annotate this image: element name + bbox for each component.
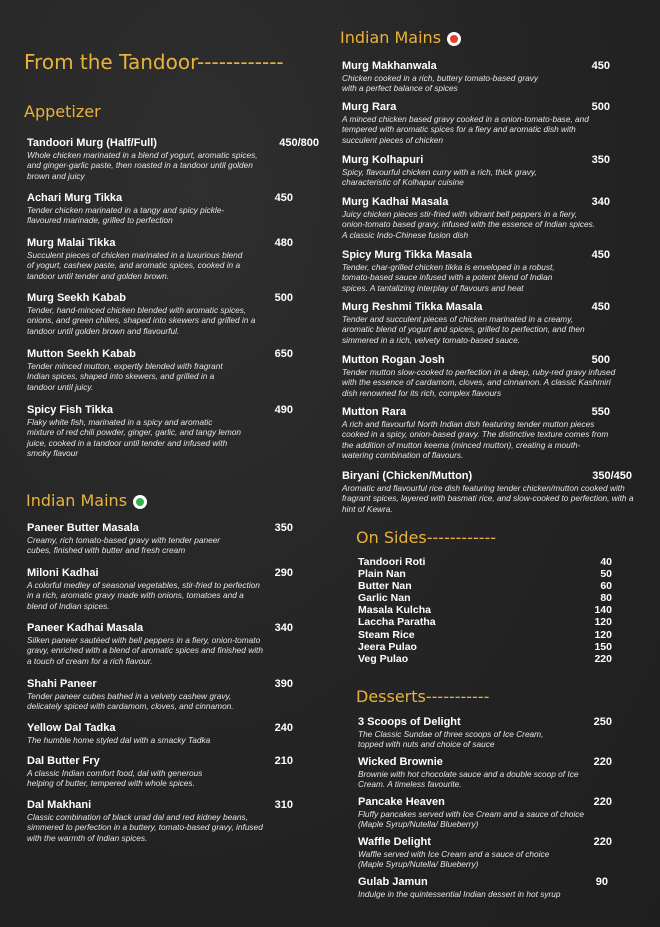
item-description: Tender minced mutton, expertly blended with fragrant Indian spices, shaped into skewers, and grilled in a tandoor until juicy.: [27, 361, 223, 392]
side-name: Plain Nan: [358, 568, 406, 581]
menu-item: [342, 301, 610, 345]
side-price: 220: [594, 652, 612, 665]
veg-mains-title-text: Indian Mains: [26, 491, 128, 510]
side-item: [358, 604, 612, 616]
item-name: Paneer Kadhai Masala: [27, 622, 144, 634]
item-name: Waffle Delight: [358, 836, 431, 848]
veg-icon: [133, 495, 147, 509]
menu-item: [27, 722, 293, 745]
side-name: Butter Nan: [358, 580, 412, 593]
item-description: A rich and flavourful North Indian dish featuring tender mutton pieces cooked in a spicy, onion-based gravy. The distinctive texture comes from the addition of mutton keema (minced mutton), creating a mouth-watering combination of flavours.: [342, 419, 609, 461]
item-name: Dal Butter Fry: [27, 755, 100, 767]
sides-title: On Sides------------: [356, 528, 497, 547]
menu-item: [358, 876, 608, 899]
side-price: 120: [594, 616, 612, 629]
side-price: 140: [594, 604, 612, 617]
item-name: Murg Kolhapuri: [342, 154, 424, 166]
item-name: Murg Makhanwala: [342, 60, 437, 72]
item-name: Murg Rara: [342, 101, 397, 113]
side-price: 120: [594, 628, 612, 641]
nonveg-mains-title: [340, 28, 461, 47]
item-price: 450/800: [279, 137, 319, 149]
side-item: [358, 629, 612, 641]
item-name: Shahi Paneer: [27, 678, 97, 690]
side-price: 80: [600, 592, 612, 605]
side-item: [358, 616, 612, 628]
menu-item: [27, 755, 293, 789]
menu-item: [342, 60, 610, 94]
item-description: A minced chicken based gravy cooked in a onion-tomato-base, and tempered with aromatic spices for a fiery and aromatic dish with succulent pieces of chicken: [342, 114, 589, 145]
item-name: Dal Makhani: [27, 799, 92, 811]
side-name: Steam Rice: [358, 628, 415, 641]
item-price: 500: [591, 354, 610, 366]
item-description: Brownie with hot chocolate sauce and a double scoop of Ice Cream. A timeless favourite.: [358, 769, 579, 790]
item-description: The humble home styled dal with a smacky Tadka: [27, 735, 211, 745]
menu-item: [27, 678, 293, 712]
side-name: Masala Kulcha: [358, 604, 431, 617]
menu-item: [27, 292, 293, 336]
item-price: 250: [593, 716, 612, 728]
menu-item: [358, 796, 612, 830]
item-price: 350/450: [592, 470, 632, 482]
menu-item: [27, 799, 293, 843]
sides-list: [358, 556, 612, 665]
item-name: Biryani (Chicken/Mutton): [342, 470, 473, 482]
item-description: Classic combination of black urad dal and red kidney beans, simmered to perfection in a buttery, tomato-based gravy, infused with the warmth of Indian spices.: [27, 812, 263, 843]
side-name: Jeera Pulao: [358, 640, 417, 653]
menu-item: [27, 567, 293, 611]
item-description: Juicy chicken pieces stir-fried with vibrant bell peppers in a fiery, onion-tomato based gravy, infused with the essence of Indian spices. A classic Indo-Chinese fusion dish: [342, 209, 596, 240]
item-name: Mutton Rara: [342, 406, 407, 418]
item-name: Yellow Dal Tadka: [27, 722, 116, 734]
menu-item: [342, 196, 610, 240]
item-description: Waffle served with Ice Cream and a sauce of choice (Maple Syrup/Nutella/ Blueberry): [358, 849, 550, 870]
item-price: 220: [593, 836, 612, 848]
menu-item: [342, 470, 632, 514]
item-description: Flaky white fish, marinated in a spicy and aromatic mixture of red chili powder, ginger, garlic, and tangy lemon juice, cooked in a tandoor until tender and infused with smoky flavour: [27, 417, 241, 459]
menu-item: [27, 192, 293, 226]
item-name: 3 Scoops of Delight: [358, 716, 461, 728]
item-price: 340: [274, 622, 293, 634]
menu-item: [27, 348, 293, 392]
menu-item: [27, 522, 293, 556]
nonveg-mains-title-text: Indian Mains: [340, 28, 442, 47]
menu-item: [342, 354, 616, 398]
side-name: Tandoori Roti: [358, 556, 426, 568]
menu-item: [27, 237, 293, 281]
item-price: 480: [274, 237, 293, 249]
side-item: [358, 653, 612, 665]
item-name: Paneer Butter Masala: [27, 522, 139, 534]
item-name: Mutton Seekh Kabab: [27, 348, 136, 360]
item-description: Spicy, flavourful chicken curry with a rich, thick gravy, characteristic of Kolhapur cuisine: [342, 167, 537, 188]
menu-item: [342, 406, 610, 461]
item-name: Spicy Murg Tikka Masala: [342, 249, 473, 261]
item-name: Spicy Fish Tikka: [27, 404, 114, 416]
side-price: 150: [594, 640, 612, 653]
side-item: [358, 592, 612, 604]
menu-item: [27, 137, 319, 181]
item-description: A colorful medley of seasonal vegetables, stir-fried to perfection in a rich, aromatic gravy made with onions, tomatoes and a blend of Indian spices.: [27, 580, 260, 611]
item-price: 550: [591, 406, 610, 418]
side-name: Garlic Nan: [358, 592, 411, 605]
item-description: Chicken cooked in a rich, buttery tomato-based gravy with a perfect balance of spices: [342, 73, 538, 94]
item-price: 390: [274, 678, 293, 690]
veg-mains-title: [26, 491, 147, 510]
item-price: 650: [274, 348, 293, 360]
item-price: 220: [593, 796, 612, 808]
item-description: Aromatic and flavourful rice dish featuring tender chicken/mutton cooked with fragrant spices, layered with basmati rice, and slow-cooked to perfection, with a hint of Kewra.: [342, 483, 634, 514]
menu-item: [342, 101, 610, 145]
item-price: 450: [591, 60, 610, 72]
item-price: 450: [591, 301, 610, 313]
item-name: Achari Murg Tikka: [27, 192, 123, 204]
item-name: Miloni Kadhai: [27, 567, 99, 579]
side-item: [358, 641, 612, 653]
side-item: [358, 568, 612, 580]
item-price: 290: [274, 567, 293, 579]
menu-item: [27, 622, 293, 666]
side-name: Laccha Paratha: [358, 616, 436, 629]
side-price: 40: [600, 556, 612, 568]
menu-item: [358, 756, 612, 790]
menu-item: [27, 404, 293, 459]
appetizer-subtitle: Appetizer: [24, 102, 101, 121]
item-description: Tender chicken marinated in a tangy and spicy pickle-flavoured marinade, grilled to perfection: [27, 205, 225, 226]
item-price: 340: [591, 196, 610, 208]
item-name: Murg Reshmi Tikka Masala: [342, 301, 483, 313]
side-item: [358, 580, 612, 592]
item-price: 210: [274, 755, 293, 767]
item-description: Whole chicken marinated in a blend of yogurt, aromatic spices, and ginger-garlic paste, then roasted in a tandoor until golden brown and juicy: [27, 150, 258, 181]
item-name: Wicked Brownie: [358, 756, 443, 768]
item-name: Pancake Heaven: [358, 796, 445, 808]
item-description: Silken paneer sautéed with bell peppers in a fiery, onion-tomato gravy, enriched with a blend of aromatic spices and finished with a touch of cream for a rich flavour.: [27, 635, 263, 666]
side-price: 50: [600, 568, 612, 581]
item-price: 500: [591, 101, 610, 113]
item-name: Mutton Rogan Josh: [342, 354, 445, 366]
side-name: Veg Pulao: [358, 652, 409, 665]
menu-item: [358, 836, 612, 870]
item-name: Tandoori Murg (Half/Full): [27, 137, 157, 149]
item-name: Murg Malai Tikka: [27, 237, 116, 249]
item-price: 500: [274, 292, 293, 304]
item-description: Fluffy pancakes served with Ice Cream and a sauce of choice (Maple Syrup/Nutella/ Blueberry): [358, 809, 584, 830]
menu-item: [342, 154, 610, 188]
menu-item: [342, 249, 610, 293]
item-name: Gulab Jamun: [358, 876, 428, 888]
item-description: The Classic Sundae of three scoops of Ice Cream, topped with nuts and choice of sauce: [358, 729, 544, 750]
item-price: 450: [591, 249, 610, 261]
item-price: 220: [593, 756, 612, 768]
item-price: 350: [274, 522, 293, 534]
item-description: A classic Indian comfort food, dal with generous helping of butter, tempered with whole spices.: [27, 768, 203, 789]
item-description: Tender mutton slow-cooked to perfection in a deep, ruby-red gravy infused with the essence of cardamom, cloves, and cinnamon. A classic Kashmiri dish renowned for its rich, complex flavours: [342, 367, 616, 398]
non-veg-icon: [447, 32, 461, 46]
desserts-title: Desserts-----------: [356, 687, 490, 706]
side-item: [358, 556, 612, 568]
item-description: Tender, char-grilled chicken tikka is enveloped in a robust, tomato-based sauce infused with a potent blend of Indian spices. A tantalizing interplay of flavours and heat: [342, 262, 555, 293]
item-description: Succulent pieces of chicken marinated in a luxurious blend of yogurt, cashew paste, and aromatic spices, cooked in a tandoor until tender and golden brown.: [27, 250, 243, 281]
item-price: 240: [274, 722, 293, 734]
item-price: 90: [595, 876, 608, 888]
menu-item: [358, 716, 612, 750]
item-description: Tender paneer cubes bathed in a velvety cashew gravy, delicately spiced with cardamom, cloves, and cinnamon.: [27, 691, 234, 712]
item-price: 490: [274, 404, 293, 416]
side-price: 60: [600, 580, 612, 593]
item-price: 310: [274, 799, 293, 811]
item-description: Tender, hand-minced chicken blended with aromatic spices, onions, and green chilies, shaped into skewers and grilled in a tandoor until golden brown and flavourful.: [27, 305, 256, 336]
item-price: 450: [274, 192, 293, 204]
item-description: Tender and succulent pieces of chicken marinated in a creamy, aromatic blend of yogurt and spices, grilled to perfection, and then simmered in a rich, velvety tomato-based sauce.: [342, 314, 585, 345]
item-description: Indulge in the quintessential Indian dessert in hot syrup: [358, 889, 561, 899]
tandoor-title: From the Tandoor------------: [24, 50, 284, 74]
item-description: Creamy, rich tomato-based gravy with tender paneer cubes, finished with butter and fresh cream: [27, 535, 221, 556]
item-name: Murg Seekh Kabab: [27, 292, 127, 304]
item-price: 350: [591, 154, 610, 166]
item-name: Murg Kadhai Masala: [342, 196, 449, 208]
